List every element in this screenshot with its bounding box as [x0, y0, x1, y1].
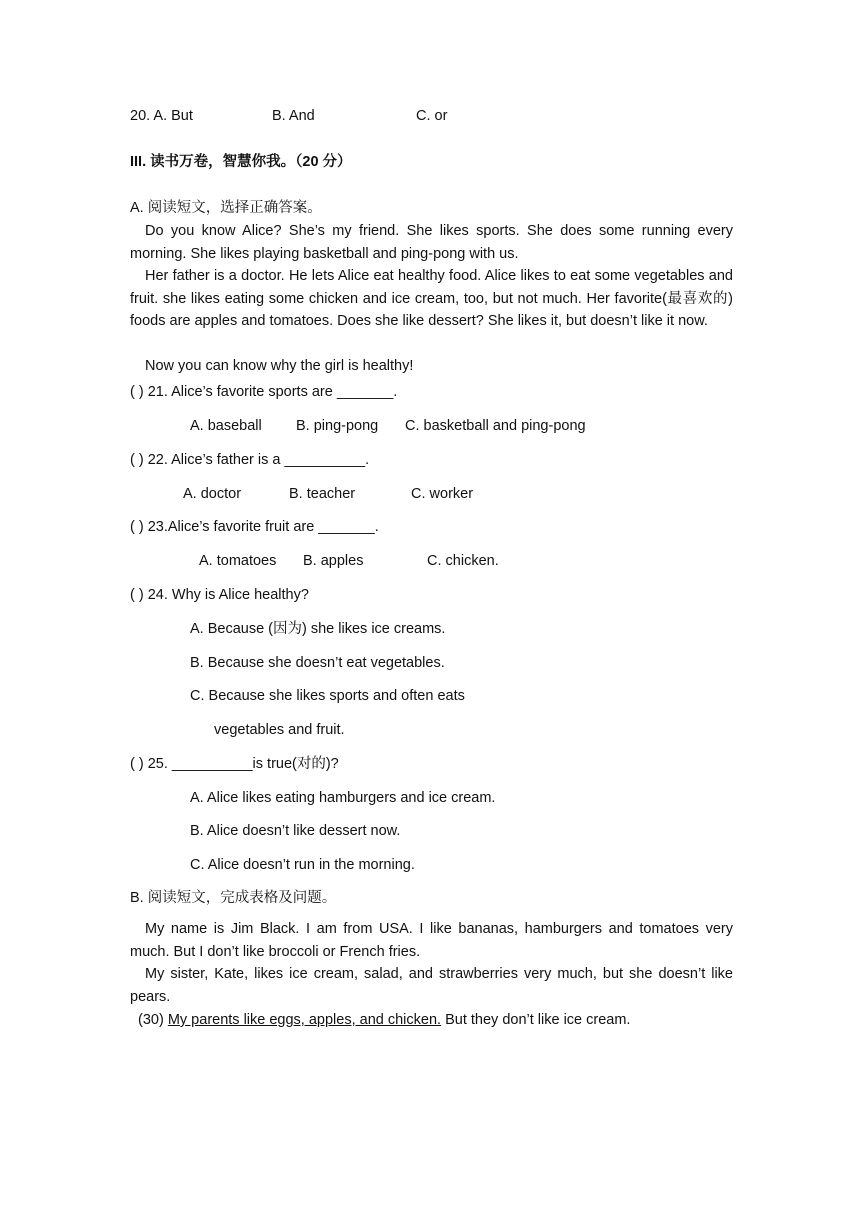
q24-option-b: B. Because she doesn’t eat vegetables.	[190, 655, 445, 671]
q21-option-a: A. baseball	[190, 418, 262, 434]
q24-option-c: C. Because she likes sports and often eats	[190, 688, 465, 704]
section-3-title: III. 读书万卷，智慧你我。（20 分）	[130, 154, 352, 170]
q23-option-b: B. apples	[303, 553, 364, 569]
part-a-heading: A. 阅读短文，选择正确答案。	[130, 200, 322, 216]
question-30-number: (30)	[138, 1012, 164, 1028]
q20-option-c: C. or	[416, 108, 448, 124]
part-b-paragraph-2: My sister, Kate, likes ice cream, salad, and strawberries very much, but she doesn’t like pears.	[130, 966, 733, 1005]
q20-number: 20.	[130, 108, 151, 124]
part-a-paragraph-1: Do you know Alice? She’s my friend. She likes sports. She does some running every morning. She likes playing basketball and ping-pong with us.	[130, 223, 733, 262]
q24-option-a: A. Because (因为) she likes ice creams.	[190, 621, 446, 637]
part-b-paragraph-3-rest: But they don’t like ice cream.	[441, 1012, 631, 1028]
q23-stem: ( ) 23.Alice’s favorite fruit are _______.	[130, 519, 379, 535]
q20-line	[130, 106, 193, 126]
part-a-paragraph-2: Her father is a doctor. He lets Alice eat healthy food. Alice likes to eat some vegetables and fruit. she likes eating some chicken and ice cream, too, but not much. Her favorite(最喜欢的) foods are apples and tomatoes. Does she like dessert? She likes it, but doesn’t like it now.	[130, 268, 733, 329]
q25-option-b: B. Alice doesn’t like dessert now.	[190, 823, 401, 839]
q25-option-c: C. Alice doesn’t run in the morning.	[190, 857, 415, 873]
q24-stem: ( ) 24. Why is Alice healthy?	[130, 587, 309, 603]
question-30-underlined-sentence: My parents like eggs, apples, and chicken.	[167, 1012, 442, 1028]
q25-stem: ( ) 25. __________is true(对的)?	[130, 756, 339, 772]
q22-option-a: A. doctor	[183, 486, 242, 502]
q21-stem: ( ) 21. Alice’s favorite sports are _______.	[130, 384, 398, 400]
part-b-paragraph-3	[138, 1010, 630, 1030]
q20-option-a: A. But	[153, 108, 193, 124]
q23-option-c: C. chicken.	[427, 553, 499, 569]
q24-option-c-continued: vegetables and fruit.	[214, 722, 345, 738]
part-b-paragraph-1: My name is Jim Black. I am from USA. I like bananas, hamburgers and tomatoes very much. But I don’t like broccoli or French fries.	[130, 921, 733, 960]
q22-option-b: B. teacher	[289, 486, 356, 502]
q22-option-c: C. worker	[411, 486, 474, 502]
q21-option-c: C. basketball and ping-pong	[405, 418, 586, 434]
part-b-heading: B. 阅读短文，完成表格及问题。	[130, 890, 337, 906]
part-a-paragraph-3: Now you can know why the girl is healthy!	[145, 358, 414, 374]
q21-option-b: B. ping-pong	[296, 418, 379, 434]
q22-stem: ( ) 22. Alice’s father is a __________.	[130, 452, 370, 468]
q23-option-a: A. tomatoes	[199, 553, 277, 569]
q25-option-a: A. Alice likes eating hamburgers and ice cream.	[190, 790, 496, 806]
q20-option-b: B. And	[272, 108, 315, 124]
